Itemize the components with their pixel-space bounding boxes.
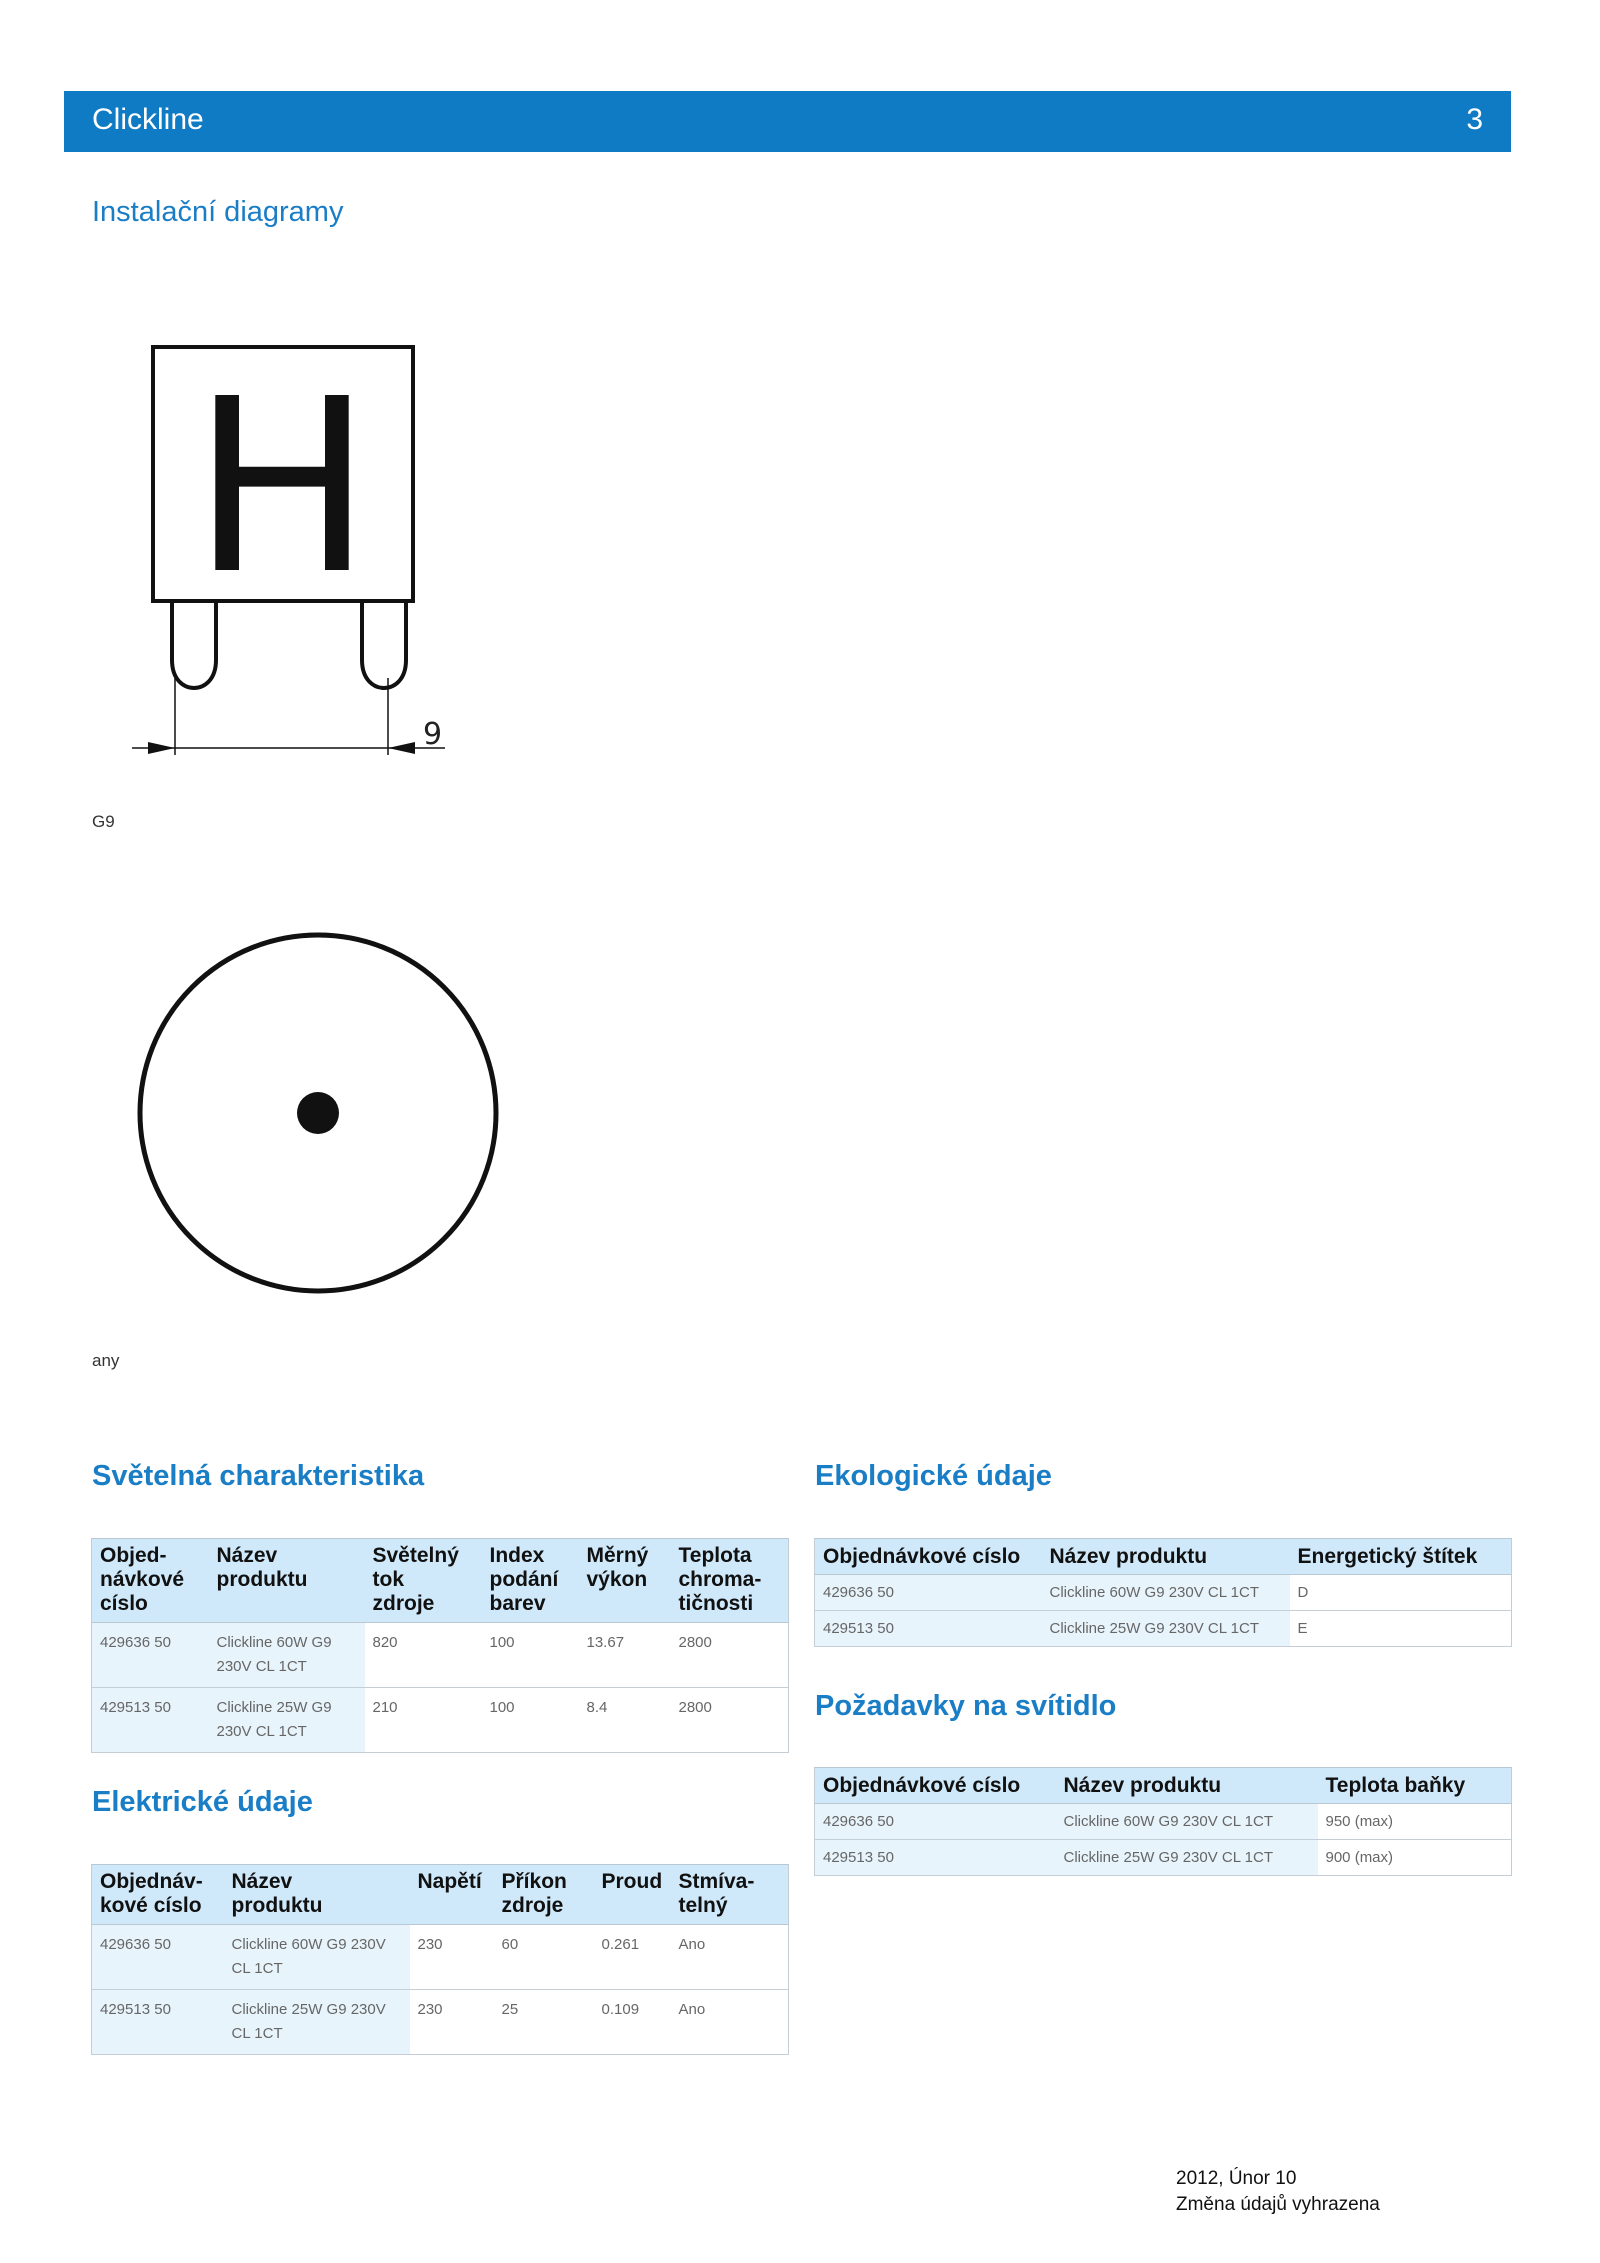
column-header xyxy=(815,1539,1042,1575)
table-cell-line: 429636 50 xyxy=(823,1813,894,1830)
table-cell xyxy=(1042,1575,1290,1611)
table-cell-line: 429636 50 xyxy=(100,1634,171,1651)
column-header xyxy=(209,1539,365,1623)
table-cell-line: Ano xyxy=(678,2001,706,2018)
column-header-line: Objed- xyxy=(100,1544,167,1567)
table-cell xyxy=(1290,1611,1512,1647)
table-cell-line: 429513 50 xyxy=(823,1620,894,1637)
table-cell xyxy=(494,1990,594,2055)
column-header-line: Napětí xyxy=(417,1870,482,1893)
table-cell-line: 13.67 xyxy=(586,1634,625,1651)
table-cell-line: 2800 xyxy=(678,1634,712,1651)
column-header-line: Měrný xyxy=(586,1544,649,1567)
column-header xyxy=(671,1865,789,1925)
table-row xyxy=(815,1804,1512,1840)
table-cell-line: 25 xyxy=(501,2001,519,2018)
table-cell-line: 230 xyxy=(417,2001,443,2018)
header-bar xyxy=(64,91,1511,152)
light-characteristics-title: Světelná charakteristika xyxy=(92,1460,425,1492)
column-header-line: Objednávkové císlo xyxy=(823,1545,1021,1568)
table-cell-line: 429513 50 xyxy=(823,1849,894,1866)
column-header-line: zdroje xyxy=(372,1592,435,1615)
column-header xyxy=(92,1865,224,1925)
footer-note: Změna údajů vyhrazena xyxy=(1176,2194,1380,2215)
table-cell-line: Clickline 25W G9 230V CL 1CT xyxy=(1049,1620,1260,1637)
table-cell xyxy=(224,1990,410,2055)
footer xyxy=(1176,2166,1380,2218)
table-cell xyxy=(92,1925,224,1990)
dimension-label: 9 xyxy=(423,717,443,752)
table-cell-line: Clickline 60W G9 230V CL 1CT xyxy=(1049,1584,1260,1601)
column-header-line: Název produktu xyxy=(1063,1774,1222,1797)
table-cell-line: 2800 xyxy=(678,1699,712,1716)
table-cell-line: CL 1CT xyxy=(231,2025,283,2042)
installation-diagrams-title: Instalační diagramy xyxy=(92,196,344,228)
column-header xyxy=(410,1865,494,1925)
column-header-line: Teplota xyxy=(678,1544,752,1567)
table-cell-line: 429636 50 xyxy=(823,1584,894,1601)
table-row xyxy=(815,1840,1512,1876)
table-cell xyxy=(410,1925,494,1990)
table-cell xyxy=(1056,1840,1318,1876)
table-cell-line: CL 1CT xyxy=(231,1960,283,1977)
table-row xyxy=(815,1575,1512,1611)
diagram-caption-g9: G9 xyxy=(92,812,115,831)
column-header-line: podání xyxy=(489,1568,559,1591)
table-row xyxy=(815,1611,1512,1647)
table-cell-line: Clickline 25W G9 230V xyxy=(231,2001,386,2018)
table-cell-line: Clickline 25W G9 xyxy=(216,1699,332,1716)
table-cell xyxy=(671,1623,789,1688)
column-header-line: Objednávkové císlo xyxy=(823,1774,1021,1797)
column-header-line: Proud xyxy=(601,1870,663,1893)
document-title: Clickline xyxy=(92,103,204,136)
column-header-line: Název produktu xyxy=(1049,1545,1208,1568)
table-cell-line: 0.261 xyxy=(601,1936,640,1953)
table-cell xyxy=(1290,1575,1512,1611)
column-header-line: výkon xyxy=(586,1568,648,1591)
column-header xyxy=(1056,1768,1318,1804)
table-cell-line: 429513 50 xyxy=(100,2001,171,2018)
table-cell xyxy=(594,1925,671,1990)
table-cell xyxy=(482,1688,579,1753)
center-dot-icon xyxy=(297,1092,339,1134)
luminaire-requirements-title: Požadavky na svítidlo xyxy=(815,1690,1117,1722)
table-cell xyxy=(815,1840,1056,1876)
column-header xyxy=(1318,1768,1512,1804)
column-header-line: produktu xyxy=(231,1894,323,1917)
table-cell xyxy=(224,1925,410,1990)
table-cell xyxy=(815,1804,1056,1840)
round-lamp-diagram xyxy=(130,920,510,1300)
table-cell xyxy=(594,1990,671,2055)
column-header-line: tok xyxy=(372,1568,404,1591)
table-cell-line: 100 xyxy=(489,1634,515,1651)
table-cell xyxy=(365,1688,482,1753)
table-cell-line: D xyxy=(1297,1584,1309,1601)
table-cell xyxy=(671,1925,789,1990)
table-cell xyxy=(815,1575,1042,1611)
footer-date: 2012, Únor 10 xyxy=(1176,2168,1297,2189)
electrical-data-title: Elektrické údaje xyxy=(92,1786,313,1818)
table-cell xyxy=(579,1688,671,1753)
column-header-line: produktu xyxy=(216,1568,308,1591)
table-header-row xyxy=(92,1539,789,1623)
table-cell xyxy=(482,1623,579,1688)
column-header xyxy=(92,1539,209,1623)
column-header xyxy=(494,1865,594,1925)
table-cell xyxy=(579,1623,671,1688)
column-header-line: kové císlo xyxy=(100,1894,202,1917)
column-header xyxy=(594,1865,671,1925)
table-header-row xyxy=(815,1768,1512,1804)
table-header-row xyxy=(815,1539,1512,1575)
table-cell-line: 230V CL 1CT xyxy=(216,1658,307,1675)
column-header-line: Příkon xyxy=(501,1870,567,1893)
table-cell-line: Clickline 60W G9 230V xyxy=(231,1936,386,1953)
table-cell-line: 60 xyxy=(501,1936,519,1953)
electrical-data-table xyxy=(91,1864,789,2055)
column-header xyxy=(1042,1539,1290,1575)
table-cell-line: 429636 50 xyxy=(100,1936,171,1953)
column-header-line: tičnosti xyxy=(678,1592,754,1615)
table-cell-line: 210 xyxy=(372,1699,398,1716)
column-header xyxy=(1290,1539,1512,1575)
column-header xyxy=(579,1539,671,1623)
table-cell xyxy=(209,1688,365,1753)
base-letter: H xyxy=(191,347,373,627)
column-header-line: zdroje xyxy=(501,1894,564,1917)
column-header xyxy=(482,1539,579,1623)
table-cell xyxy=(1042,1611,1290,1647)
g9-base-diagram xyxy=(120,330,460,770)
table-cell xyxy=(209,1623,365,1688)
ecological-data-table xyxy=(814,1538,1512,1647)
column-header xyxy=(671,1539,789,1623)
table-cell-line: 950 (max) xyxy=(1325,1813,1394,1830)
table-cell xyxy=(494,1925,594,1990)
table-cell-line: Clickline 60W G9 230V CL 1CT xyxy=(1063,1813,1274,1830)
ecological-data-title: Ekologické údaje xyxy=(815,1460,1052,1492)
column-header-line: barev xyxy=(489,1592,546,1615)
column-header-line: Stmíva- xyxy=(678,1870,755,1893)
light-characteristics-table xyxy=(91,1538,789,1753)
table-row xyxy=(92,1623,789,1688)
column-header-line: návkové xyxy=(100,1568,185,1591)
table-cell-line: Clickline 60W G9 xyxy=(216,1634,332,1651)
column-header-line: Objednáv- xyxy=(100,1870,203,1893)
table-cell xyxy=(671,1688,789,1753)
column-header-line: telný xyxy=(678,1894,728,1917)
column-header-line: Energetický štítek xyxy=(1297,1545,1478,1568)
table-cell xyxy=(365,1623,482,1688)
table-cell-line: Clickline 25W G9 230V CL 1CT xyxy=(1063,1849,1274,1866)
table-cell xyxy=(92,1623,209,1688)
table-cell-line: 8.4 xyxy=(586,1699,608,1716)
column-header-line: Teplota baňky xyxy=(1325,1774,1466,1797)
column-header-line: císlo xyxy=(100,1592,148,1615)
table-cell xyxy=(410,1990,494,2055)
column-header xyxy=(815,1768,1056,1804)
table-row xyxy=(92,1990,789,2055)
table-cell-line: 100 xyxy=(489,1699,515,1716)
table-row xyxy=(92,1688,789,1753)
table-cell xyxy=(1056,1804,1318,1840)
table-cell-line: 900 (max) xyxy=(1325,1849,1394,1866)
table-cell-line: 0.109 xyxy=(601,2001,640,2018)
column-header-line: Světelný xyxy=(372,1544,459,1567)
table-cell-line: 230V CL 1CT xyxy=(216,1723,307,1740)
table-cell-line: 820 xyxy=(372,1634,398,1651)
table-cell-line: 429513 50 xyxy=(100,1699,171,1716)
page-number: 3 xyxy=(1466,103,1483,136)
column-header-line: Název xyxy=(216,1544,278,1567)
table-cell-line: 230 xyxy=(417,1936,443,1953)
table-cell-line: E xyxy=(1297,1620,1308,1637)
column-header-line: Název xyxy=(231,1870,293,1893)
table-cell xyxy=(1318,1804,1512,1840)
luminaire-requirements-table xyxy=(814,1767,1512,1876)
column-header xyxy=(365,1539,482,1623)
table-row xyxy=(92,1925,789,1990)
column-header xyxy=(224,1865,410,1925)
table-cell xyxy=(92,1990,224,2055)
table-cell xyxy=(92,1688,209,1753)
column-header-line: chroma- xyxy=(678,1568,762,1591)
table-header-row xyxy=(92,1865,789,1925)
table-cell-line: Ano xyxy=(678,1936,706,1953)
table-cell xyxy=(671,1990,789,2055)
column-header-line: Index xyxy=(489,1544,545,1567)
table-cell xyxy=(1318,1840,1512,1876)
diagram-caption-any: any xyxy=(92,1351,120,1370)
table-cell xyxy=(815,1611,1042,1647)
